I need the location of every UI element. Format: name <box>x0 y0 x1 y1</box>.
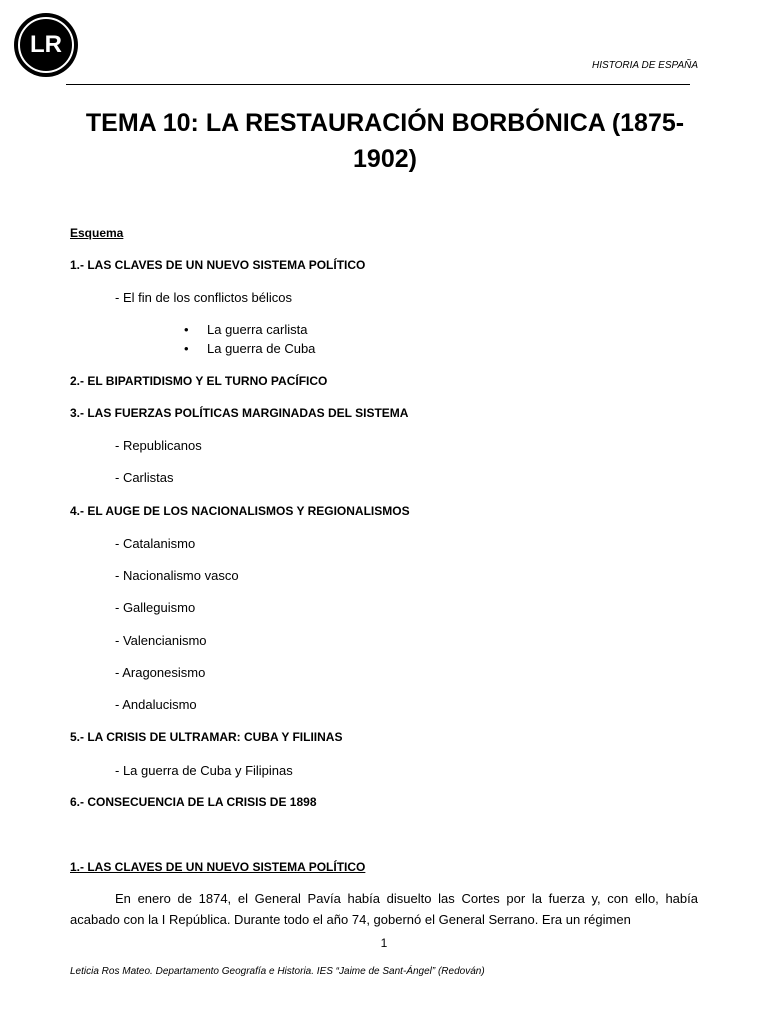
footer: Leticia Ros Mateo. Departamento Geografía e Historia. IES “Jaime de Sant-Ángel” (Redován) <box>70 966 485 977</box>
outline-section-2: 2.- EL BIPARTIDISMO Y EL TURNO PACÍFICO <box>70 374 328 388</box>
bullet-text: La guerra de Cuba <box>207 341 316 356</box>
outline-item: - Galleguismo <box>115 600 196 615</box>
bullet-text: La guerra carlista <box>207 322 308 337</box>
paragraph-text: En enero de 1874, el General Pavía había disuelto las Cortes por la fuerza y, con ello, había acabado con la I República. Durante todo el año 74, gobernó el General Serrano. Era un régimen <box>70 891 698 927</box>
bullet-icon: • <box>184 322 189 337</box>
outline-section-5: 5.- LA CRISIS DE ULTRAMAR: CUBA Y FILIINAS <box>70 730 343 744</box>
document-title <box>60 105 710 177</box>
title-line-1: TEMA 10: LA RESTAURACIÓN BORBÓNICA (1875- <box>85 109 685 137</box>
outline-item: - La guerra de Cuba y Filipinas <box>115 763 293 778</box>
body-section-title: 1.- LAS CLAVES DE UN NUEVO SISTEMA POLÍTICO <box>70 860 366 874</box>
outline-heading: Esquema <box>70 226 124 240</box>
header-divider <box>66 84 690 85</box>
outline-item: - Republicanos <box>115 438 202 453</box>
outline-item: - Catalanismo <box>115 536 196 551</box>
outline-item: - El fin de los conflictos bélicos <box>115 290 293 305</box>
outline-item: - Valencianismo <box>115 633 207 648</box>
bullet-icon: • <box>184 341 189 356</box>
outline-section-3: 3.- LAS FUERZAS POLÍTICAS MARGINADAS DEL SISTEMA <box>70 406 409 420</box>
title-line-2: 1902) <box>353 145 417 173</box>
page-number: 1 <box>380 936 388 950</box>
outline-item: - Aragonesismo <box>115 665 206 680</box>
outline-item: - Nacionalismo vasco <box>115 568 239 583</box>
outline-section-4: 4.- EL AUGE DE LOS NACIONALISMOS Y REGIONALISMOS <box>70 504 410 518</box>
outline-item: - Andalucismo <box>115 697 197 712</box>
logo-text: LR <box>18 17 74 73</box>
outline-section-1: 1.- LAS CLAVES DE UN NUEVO SISTEMA POLÍTICO <box>70 258 366 272</box>
header-subject: HISTORIA DE ESPAÑA <box>592 60 698 71</box>
outline-section-6: 6.- CONSECUENCIA DE LA CRISIS DE 1898 <box>70 795 317 809</box>
outline-item: - Carlistas <box>115 470 174 485</box>
body-paragraph <box>70 888 698 930</box>
logo <box>14 13 78 77</box>
